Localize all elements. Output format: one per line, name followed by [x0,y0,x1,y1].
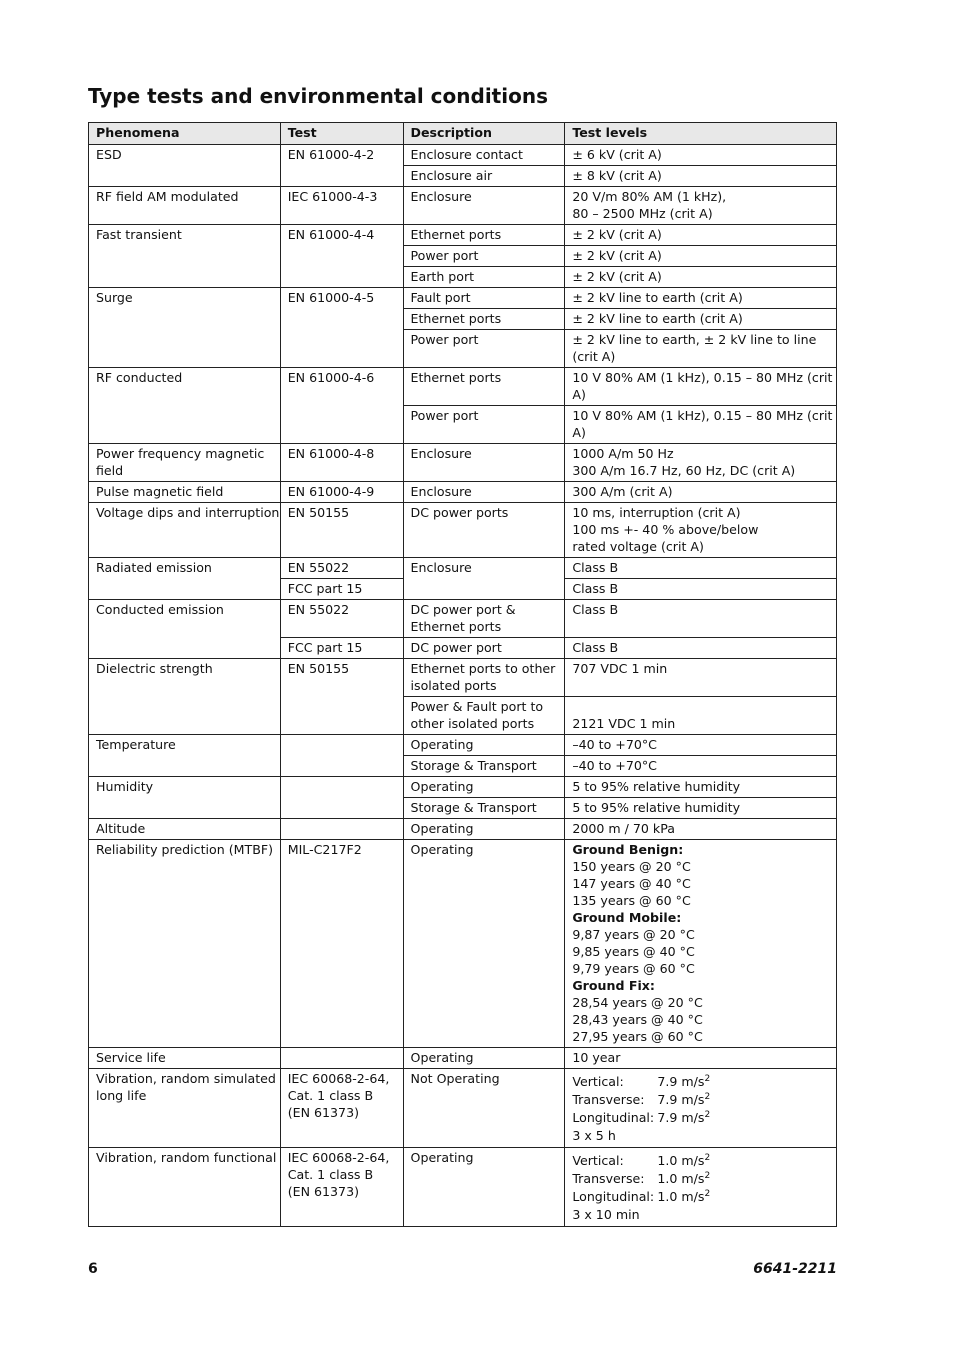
phenomena-cell: RF conducted [89,368,281,444]
level-cell: 2121 VDC 1 min [565,697,837,735]
description-cell: DC power port & Ethernet ports [403,600,565,638]
level-line: 10 ms, interruption (crit A) [572,505,741,520]
level-cell: ± 2 kV line to earth (crit A) [565,288,837,309]
level-line: 100 ms +- 40 % above/below [572,522,759,537]
level-cell: –40 to +70°C [565,756,837,777]
mtbf-line: 150 years @ 20 °C [572,859,691,874]
axis-label: Longitudinal: [572,1110,655,1125]
table-header-row [89,123,837,145]
phenomena-cell: Fast transient [89,225,281,288]
phenomena-cell: Humidity [89,777,281,819]
header-test: Test [280,123,403,145]
level-cell: 5 to 95% relative humidity [565,798,837,819]
level-cell: 707 VDC 1 min [565,659,837,697]
header-description: Description [403,123,565,145]
table-row [89,1148,837,1227]
test-cell [280,1148,403,1227]
mtbf-heading: Ground Benign: [572,842,684,857]
header-phenomena: Phenomena [89,123,281,145]
level-cell: ± 2 kV line to earth, ± 2 kV line to line (crit A) [565,330,837,368]
mtbf-line: 147 years @ 40 °C [572,876,691,891]
test-cell [280,777,403,819]
test-cell: MIL-C217F2 [280,840,403,1048]
description-cell: DC power port [403,638,565,659]
level-cell: Class B [565,600,837,638]
level-cell: 10 year [565,1048,837,1069]
description-cell: Enclosure [403,482,565,503]
axis-value: 7.9 m/s [657,1092,705,1107]
exponent: 2 [704,1091,711,1102]
phenomena-cell: ESD [89,145,281,187]
level-cell: –40 to +70°C [565,735,837,756]
mtbf-line: 135 years @ 60 °C [572,893,691,908]
type-tests-table [88,122,837,1227]
description-cell: Ethernet ports to other isolated ports [403,659,565,697]
table-row [89,840,837,1048]
exponent: 2 [704,1188,711,1199]
description-cell: Operating [403,1148,565,1227]
level-cell: 300 A/m (crit A) [565,482,837,503]
test-cell: EN 55022 [280,600,403,638]
mtbf-line: 28,54 years @ 20 °C [572,995,703,1010]
table-row [89,368,837,406]
test-cell: EN 61000-4-8 [280,444,403,482]
test-cell: IEC 61000-4-3 [280,187,403,225]
exponent: 2 [704,1109,711,1120]
description-cell: Enclosure [403,558,565,600]
level-line: 20 V/m 80% AM (1 kHz), [572,189,727,204]
level-cell: ± 2 kV line to earth (crit A) [565,309,837,330]
table-row [89,1069,837,1148]
exponent: 2 [704,1152,711,1163]
level-line: 300 A/m 16.7 Hz, 60 Hz, DC (crit A) [572,463,796,478]
level-cell [565,187,837,225]
page-number: 6 [88,1261,98,1277]
table-row [89,145,837,166]
description-cell: Fault port [403,288,565,309]
test-cell: EN 61000-4-2 [280,145,403,187]
test-cell: EN 50155 [280,659,403,735]
table-row [89,659,837,697]
description-cell: Ethernet ports [403,309,565,330]
description-cell: Enclosure contact [403,145,565,166]
mtbf-line: 9,79 years @ 60 °C [572,961,695,976]
level-cell: Class B [565,579,837,600]
header-test-levels: Test levels [565,123,837,145]
test-cell: EN 55022 [280,558,403,579]
duration: 3 x 10 min [572,1207,640,1222]
test-line: Cat. 1 class B [287,1088,374,1103]
table-row [89,1048,837,1069]
level-cell: ± 6 kV (crit A) [565,145,837,166]
table-row [89,735,837,756]
axis-label: Vertical: [572,1074,624,1089]
description-cell: Operating [403,735,565,756]
table-row [89,288,837,309]
description-cell: Not Operating [403,1069,565,1148]
table-row [89,482,837,503]
description-cell: DC power ports [403,503,565,558]
phenomena-cell: Temperature [89,735,281,777]
description-cell: Ethernet ports [403,368,565,406]
level-cell [565,840,837,1048]
table-row [89,503,837,558]
description-cell: Storage & Transport [403,798,565,819]
level-cell: ± 2 kV (crit A) [565,267,837,288]
test-cell [280,1048,403,1069]
test-line: (EN 61373) [287,1184,359,1199]
phenomena-cell: Vibration, random functional [89,1148,281,1227]
mtbf-line: 27,95 years @ 60 °C [572,1029,703,1044]
axis-value: 1.0 m/s [657,1171,705,1186]
axis-label: Vertical: [572,1153,624,1168]
description-cell: Storage & Transport [403,756,565,777]
table-row [89,444,837,482]
level-cell: 5 to 95% relative humidity [565,777,837,798]
description-cell: Operating [403,819,565,840]
level-cell [565,1148,837,1227]
test-cell: FCC part 15 [280,638,403,659]
phenomena-cell: Radiated emission [89,558,281,600]
description-cell: Power port [403,406,565,444]
table-row [89,777,837,798]
level-cell [565,444,837,482]
mtbf-heading: Ground Mobile: [572,910,682,925]
test-cell [280,1069,403,1148]
axis-value: 7.9 m/s [657,1074,705,1089]
axis-value: 1.0 m/s [657,1153,705,1168]
level-line: 1000 A/m 50 Hz [572,446,674,461]
table-row [89,819,837,840]
duration: 3 x 5 h [572,1128,616,1143]
level-cell: ± 8 kV (crit A) [565,166,837,187]
description-cell: Earth port [403,267,565,288]
phenomena-cell: Power frequency magnetic field [89,444,281,482]
level-cell: 10 V 80% AM (1 kHz), 0.15 – 80 MHz (crit A) [565,368,837,406]
description-cell: Ethernet ports [403,225,565,246]
level-line: rated voltage (crit A) [572,539,704,554]
test-line: IEC 60068-2-64, [287,1150,390,1165]
description-cell: Enclosure [403,187,565,225]
test-cell: FCC part 15 [280,579,403,600]
phenomena-cell: Reliability prediction (MTBF) [89,840,281,1048]
axis-value: 7.9 m/s [657,1110,705,1125]
table-row [89,225,837,246]
test-cell: EN 61000-4-4 [280,225,403,288]
description-cell: Power port [403,330,565,368]
test-line: Cat. 1 class B [287,1167,374,1182]
level-line: 80 – 2500 MHz (crit A) [572,206,713,221]
page-title: Type tests and environmental conditions [88,84,548,108]
description-cell: Power & Fault port to other isolated ports [403,697,565,735]
phenomena-cell: Vibration, random simulated long life [89,1069,281,1148]
axis-value: 1.0 m/s [657,1189,705,1204]
test-line: IEC 60068-2-64, [287,1071,390,1086]
test-cell: EN 61000-4-5 [280,288,403,368]
test-cell: EN 61000-4-9 [280,482,403,503]
test-cell [280,735,403,777]
level-cell: 10 V 80% AM (1 kHz), 0.15 – 80 MHz (crit A) [565,406,837,444]
phenomena-cell: Voltage dips and interruption [89,503,281,558]
table-row [89,187,837,225]
description-cell: Operating [403,840,565,1048]
phenomena-cell: Dielectric strength [89,659,281,735]
axis-label: Transverse: [572,1171,645,1186]
description-cell: Power port [403,246,565,267]
level-cell: Class B [565,558,837,579]
phenomena-cell: Service life [89,1048,281,1069]
level-cell [565,1069,837,1148]
phenomena-cell: Conducted emission [89,600,281,659]
axis-label: Longitudinal: [572,1189,655,1204]
document-number: 6641-2211 [753,1261,837,1277]
mtbf-line: 9,85 years @ 40 °C [572,944,695,959]
axis-label: Transverse: [572,1092,645,1107]
level-cell: ± 2 kV (crit A) [565,225,837,246]
test-cell: EN 50155 [280,503,403,558]
mtbf-line: 9,87 years @ 20 °C [572,927,695,942]
test-line: (EN 61373) [287,1105,359,1120]
level-cell: 2000 m / 70 kPa [565,819,837,840]
table-row [89,600,837,638]
description-cell: Enclosure air [403,166,565,187]
level-cell: Class B [565,638,837,659]
phenomena-cell: Altitude [89,819,281,840]
table-row [89,558,837,579]
level-cell: ± 2 kV (crit A) [565,246,837,267]
exponent: 2 [704,1073,711,1084]
phenomena-cell: Surge [89,288,281,368]
test-cell: EN 61000-4-6 [280,368,403,444]
test-cell [280,819,403,840]
phenomena-cell: RF field AM modulated [89,187,281,225]
exponent: 2 [704,1170,711,1181]
mtbf-heading: Ground Fix: [572,978,655,993]
mtbf-line: 28,43 years @ 40 °C [572,1012,703,1027]
level-cell [565,503,837,558]
description-cell: Operating [403,777,565,798]
phenomena-cell: Pulse magnetic field [89,482,281,503]
description-cell: Enclosure [403,444,565,482]
description-cell: Operating [403,1048,565,1069]
